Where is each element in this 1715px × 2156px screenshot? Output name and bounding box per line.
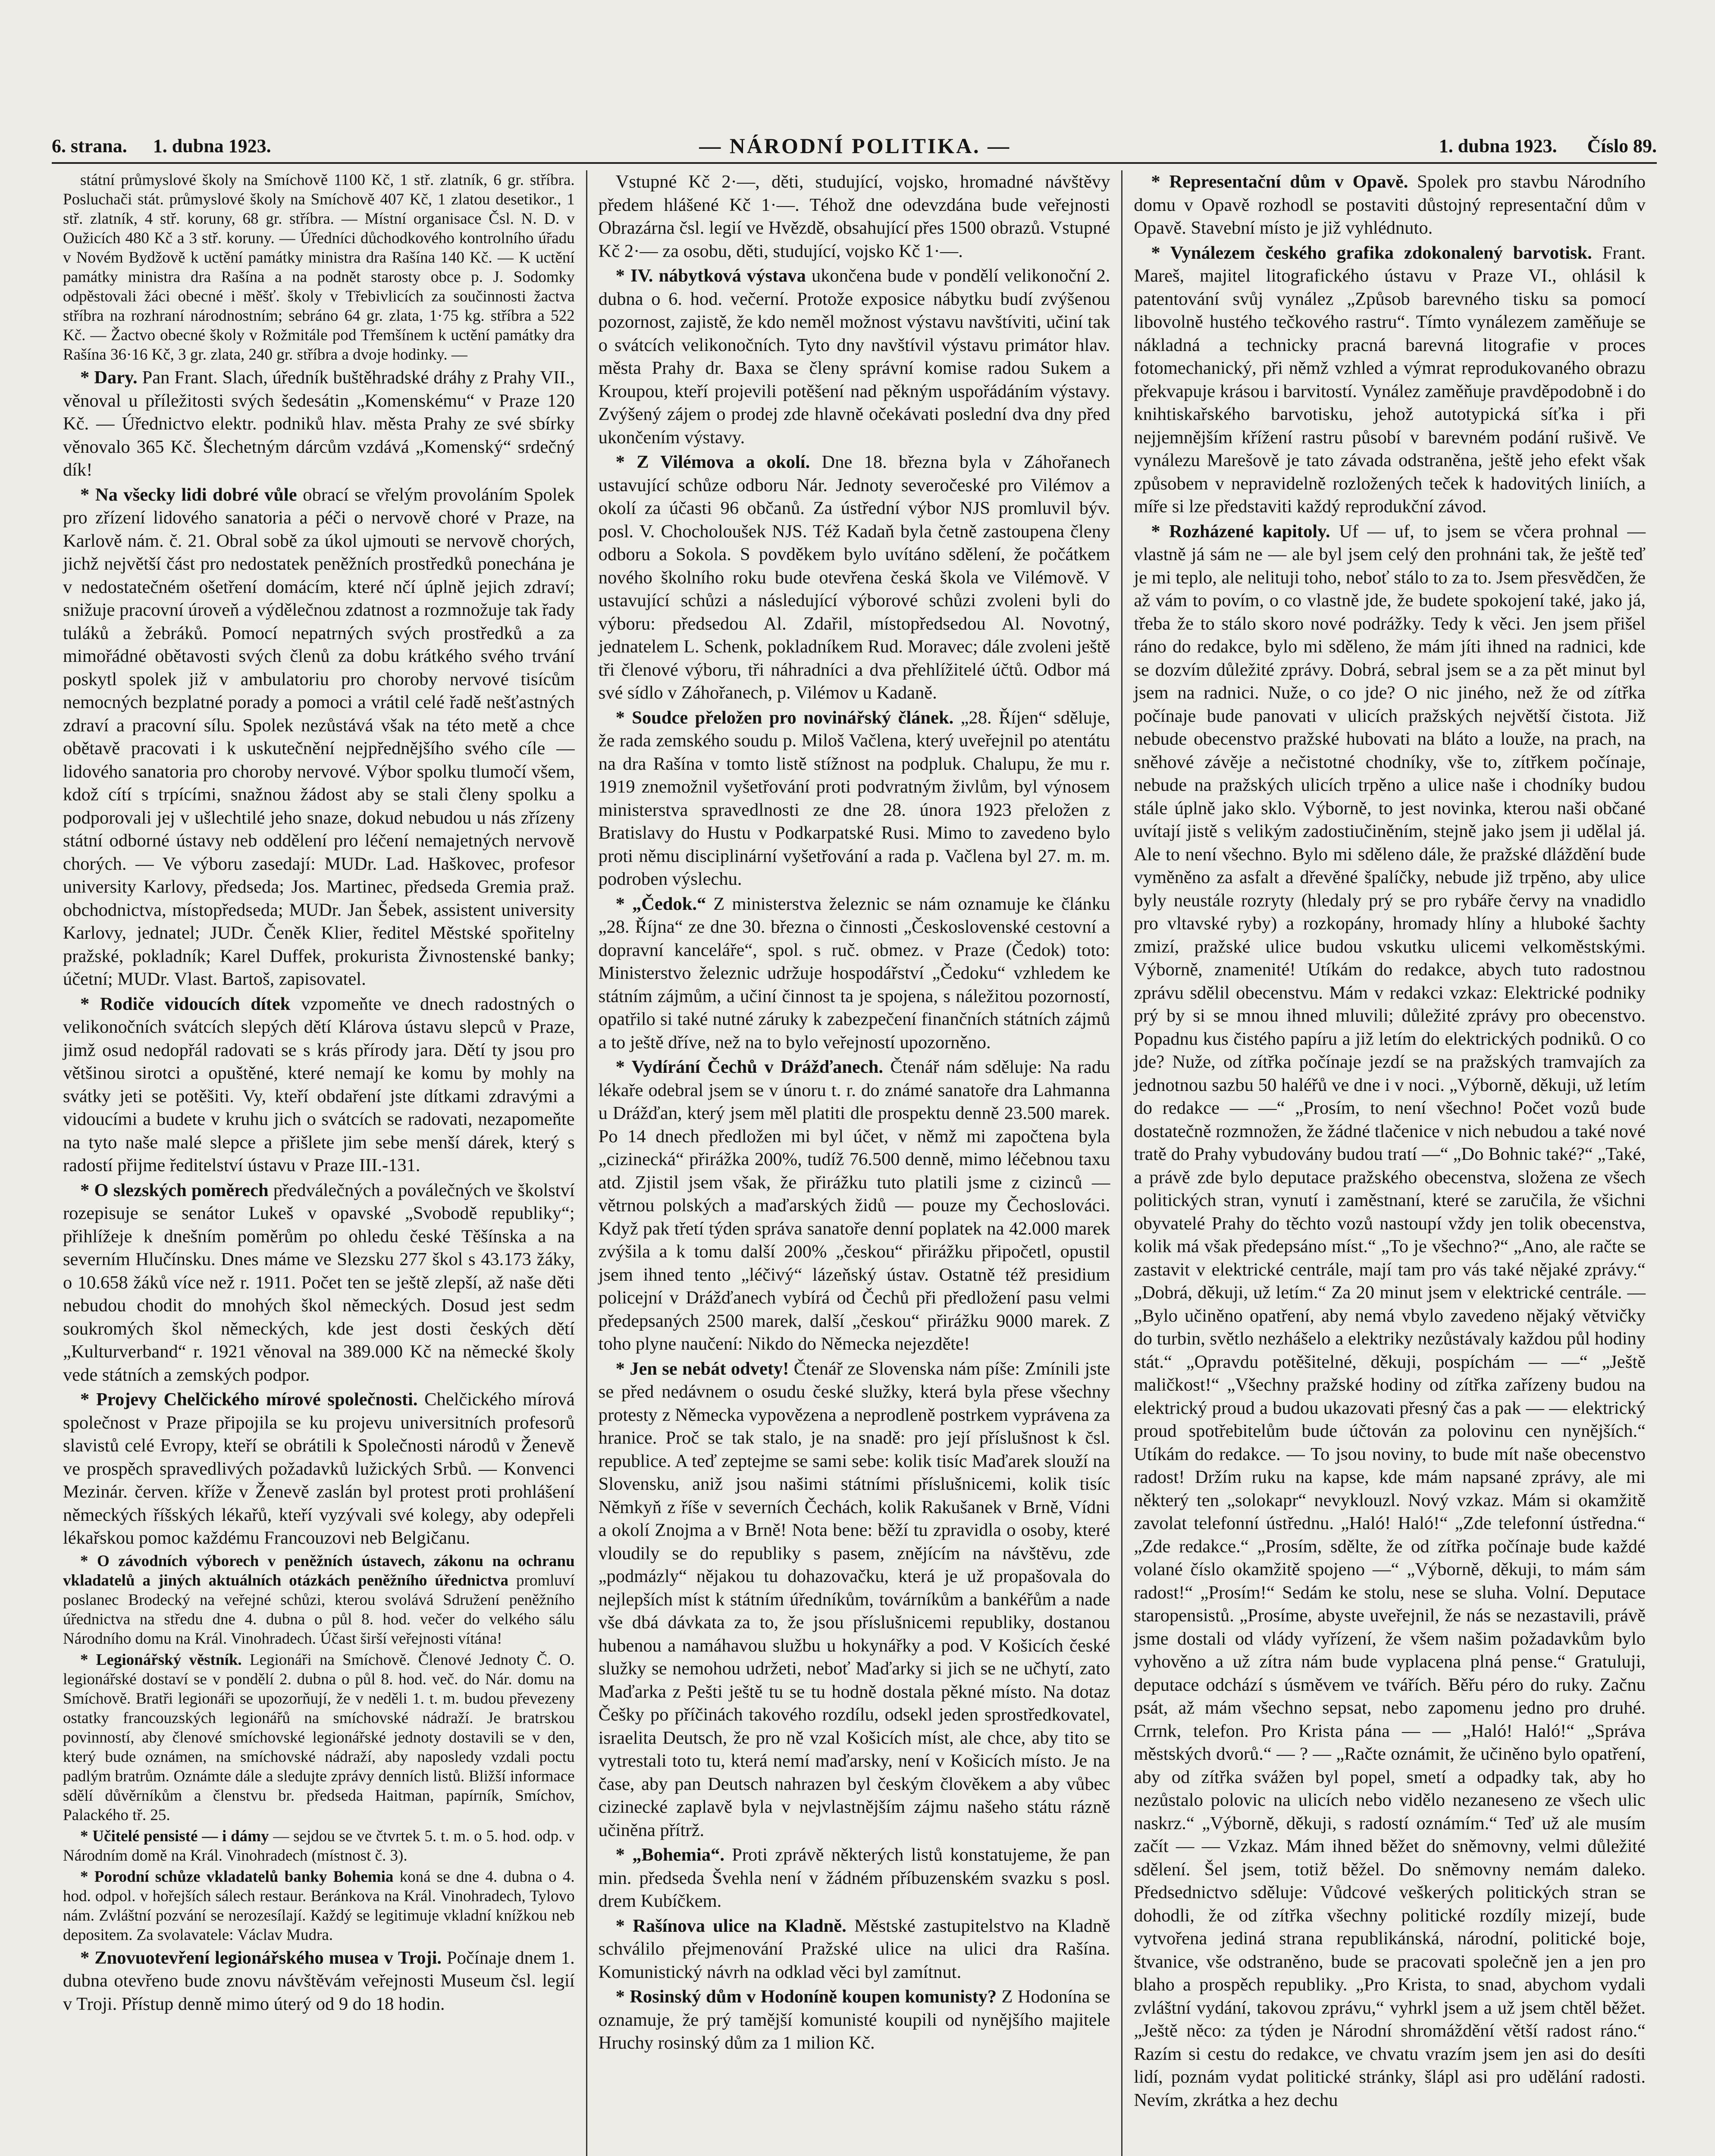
article-text: obrací se vřelým provoláním Spolek pro zřízení lidového sanatoria a péči o nervově choré v Praze, na Karlově nám. č. 21. Obral sobě za úkol ujmouti se nervově chorých, jichž největší část pro nedostatek peněžních prostředků ponechána je v nedostatečném ošetření domácím, které nčí úplně jejich zdraví; snižuje pracovní úroveň a výdělečnou zdatnost a rozmnožuje tak řady tuláků a žebráků. Pomocí nepatrných svých prostředků a za mimořádné obětavosti svých členů za dobu krátkého svého trvání poskytl spolek již v ambulatoriu pro choroby nervové tisícům nemocných bezplatné porady a pomoci a vrátil celé řadě nešťastných zdraví a pracovní sílu. Spolek nezůstává však na této metě a chce obětavě pracovati i k uskutečnění nejpřednějšího svého cíle — lidového sanatoria pro choroby nervové. Výbor spolku tlumočí všem, kdož cítí s trpícími, snažnou žádost aby se stali členy spolku a podporovali jej v ušlechtilé jeho snaze, dokud nebudou u nás zřízeny státní odborné ústavy neb oddělení pro léčení nemajetných nervově chorých. — Ve výboru zasedají: MUDr. Lad. Haškovec, profesor university Karlovy, předseda; Jos. Martinec, předseda Gremia praž. obchodnictva, místopředseda; MUDr. Jan Šebek, assistent university Karlovy, jednatel; JUDr. Čeněk Klier, ředitel Městské spořitelny pražské, pokladník; Karel Duffek, prokurista Živnostenské banky; účetní; MUDr. Vlast. Bartoš, zapisovatel.	[63, 484, 575, 989]
article-paragraph	[63, 483, 575, 991]
article-paragraph	[1134, 241, 1646, 518]
article-heading: * Jen se nebát odvety!	[615, 1358, 789, 1379]
article-paragraph	[63, 1551, 575, 1648]
article-text: promluví poslanec Brodecký na veřejné schůzi, kterou svolává Sdružení peněžního úřednictva na středu dne 4. dubna o půl 8. hod. večer do velkého sálu Národního domu na Král. Vinohradech. Účast širší veřejnosti vítána!	[63, 1571, 575, 1648]
article-text: Počínaje dnem 1. dubna otevřeno bude znovu návštěvám veřejnosti Museum čsl. legií v Troji. Přístup denně mimo úterý od 9 do 18 hodin.	[63, 1947, 575, 2014]
article-heading: * Vydírání Čechů v Drážďanech.	[615, 1057, 883, 1077]
article-heading: * Znovuotevření legionářského musea v Troji.	[80, 1947, 442, 1968]
article-paragraph	[599, 1843, 1110, 1913]
article-paragraph	[63, 366, 575, 482]
article-paragraph	[599, 451, 1110, 705]
issue-number: Číslo 89.	[1587, 135, 1657, 157]
article-heading: * „Bohemia“.	[615, 1845, 724, 1865]
article-paragraph	[599, 1357, 1110, 1842]
article-paragraph	[599, 1985, 1110, 2055]
article-paragraph	[63, 993, 575, 1177]
article-heading: * Projevy Chelčického mírové společnosti.	[80, 1389, 418, 1410]
column-1	[52, 170, 586, 2156]
article-paragraph	[63, 1946, 575, 2016]
article-text: Vstupné Kč 2·—, děti, studující, vojsko, hromadné návštěvy předem hlášené Kč 1·—. Téhož dne odevzdána bude veřejnosti Obrazárna čsl. legií ve Hvězdě, obsahující přes 1500 obrazů. Vstupné Kč 2·— za osobu, děti, studující, vojsko Kč 1·—.	[598, 172, 1110, 261]
column-2	[586, 170, 1122, 2156]
article-heading: * Rozházené kapitoly.	[1151, 521, 1330, 542]
article-text: — sejdou se ve čtvrtek 5. t. m. o 5. hod. odp. v Národním domě na Král. Vinohradech (místnost č. 3).	[63, 1827, 575, 1865]
article-text: Z ministerstva železnic se nám oznamuje ke článku „28. Října“ ze dne 30. března o činnosti „Československé cestovní a dopravní kanceláře“, spol. s ruč. obmez. v Praze (Čedok) toto: Ministerstvo železnic udržuje hospodářství „Čedoku“ vzhledem ke státním zájmům, a učiní činnost ta je spojena, s náležitou pozorností, opatřilo si také nutné záruky k zabezpečení finančních státních zájmů a to ještě dříve, než na to bylo veřejností upozorněno.	[598, 893, 1110, 1053]
article-paragraph	[599, 893, 1110, 1054]
article-text: Dne 18. března byla v Záhořanech ustavující schůze odboru Nár. Jednoty severočeské pro Vilémov a okolí za účasti 96 občanů. Za ústřední výbor NJS promluvil býv. posl. V. Chocholoušek NJS. Též Kadaň byla četně zastoupena členy odboru a Sokola. S povděkem bylo uvítáno sdělení, že počátkem nového školního roku bude otevřena česká škola ve Vilémově. V ustavující schůzi a následující výborové schůzi zvoleni byli do výboru: předsedou Al. Zdařil, místopředsedou Al. Novotný, jednatelem L. Schenk, pokladníkem Rud. Moravec; dále zvoleni ještě tři členové výboru, tři náhradníci a dva přehlížitelé účtů. Odbor má své sídlo v Záhořanech, p. Vilémov u Kadaně.	[598, 452, 1110, 703]
article-text: vzpomeňte ve dnech radostných o velikonočních svátcích slepých dětí Klárova ústavu slepců v Praze, jimž osud nedopřál radovati se s krás přírody jara. Dětí ty jsou pro většinou sirotci a opuštěné, které nemají ke komu by mohly na svátky jeti se potěšiti. Vy, kteří obdaření jste dítkami zdravými a vidoucími a budete v kruhu jich o svátcích se radovati, nezapomeňte na tyto naše malé slepce a přišlete jim sebe menší dárek, který s radostí přijme ředitelství ústavu v Praze III.-131.	[63, 993, 575, 1175]
article-heading: * Rodiče vidoucích dítek	[80, 993, 291, 1014]
article-paragraph	[63, 1827, 575, 1865]
article-heading: * „Čedok.“	[615, 893, 706, 914]
article-heading: * Vynálezem českého grafika zdokonalený barvotisk.	[1151, 242, 1592, 263]
page-header	[52, 129, 1657, 164]
article-paragraph	[63, 170, 575, 364]
article-heading: * Representační dům v Opavě.	[1151, 172, 1408, 192]
newspaper-title: — NÁRODNÍ POLITIKA. —	[699, 134, 1011, 158]
article-text: Legionáři na Smíchově. Členové Jednoty Č. O. legionářské dostaví se v pondělí 2. dubna o půl 8. hod. več. do Nár. domu na Smíchově. Bratři legionáři se upozorňují, že v neděli 1. t. m. budou převezeny ostatky francouzských legionářů na smíchovské nádraží. Je bratrskou povinností, aby členové smíchovské legionářské jednoty dostavili se v den, který bude oznámen, na smíchovské nádraží, aby naposledy vzdali poctu padlým bratrům. Oznámte dále a sledujte zprávy denních listů. Bližší informace sdělí důvěrníkům a členstvu br. předseda Haitman, papírník, Smíchov, Palackého tř. 25.	[63, 1651, 575, 1824]
article-columns	[52, 170, 1657, 2156]
article-heading: * Učitelé pensisté — i dámy	[80, 1827, 269, 1845]
article-heading: * Na všecky lidi dobré vůle	[80, 484, 297, 505]
article-paragraph	[599, 170, 1110, 263]
article-text: Z Hodonína se oznamuje, že prý tamější komunisté koupili od nynějšího majitele Hruchy rosinský dům za 1 milion Kč.	[598, 1987, 1110, 2053]
article-paragraph	[599, 264, 1110, 449]
article-paragraph	[63, 1867, 575, 1945]
article-text: státní průmyslové školy na Smíchově 1100 Kč, 1 stř. zlatník, 6 gr. stříbra. Posluchači stát. průmyslové školy na Smíchově 407 Kč, 1 zlatou desetikor., 1 stř. zlatník, 4 stř. koruny, 68 gr. stříbra. — Místní organisace Čsl. N. D. v Oužicích 480 Kč a 3 stř. koruny. — Úředníci důchodkového kontrolního úřadu v Novém Bydžově k uctění památky ministra dra Rašína 140 Kč. — K uctění památky ministra dra Rašína a na podnět starosty obce p. J. Sodomky odpěstovali žáci obecné i měšť. školy v Třebivlicích za součinnosti žactva stříbra na rozhraní národnostním; sebráno 64 gr. zlata, 1·75 kg. stříbra a 522 Kč. — Žactvo obecné školy v Rožmitále pod Třemšínem k uctění památky dra Rašína 36·16 Kč, 3 gr. zlata, 240 gr. stříbra a dvoje hodinky. —	[63, 171, 575, 364]
article-heading: * Rašínova ulice na Kladně.	[615, 1915, 847, 1936]
article-heading: * Legionářský věstník.	[80, 1651, 242, 1669]
date-left: 1. dubna 1923.	[153, 135, 271, 157]
article-text: předválečných a poválečných ve školství rozepisuje se senátor Lukeš v opavské „Svobodě republiky“; přihlížeje k dnešním poměrům po ohledu české Těšínska a na severním Hlučínsku. Dnes máme ve Slezsku 277 škol s 43.173 žáky, o 10.658 žáků více než r. 1911. Počet ten se ještě zlepší, až naše děti nebudou chodit do mnohých škol německých. Dosud jest sedm soukromých škol německých, kde jest dosti českých dětí „Kulturverband“ r. 1921 věnoval na 389.000 Kč na německé školy vede státních a zemských podpor.	[63, 1180, 575, 1385]
article-paragraph	[63, 1388, 575, 1550]
article-text: Proti zprávě některých listů konstatujeme, že pan min. předseda Švehla není v žádném příbuzenském svazku s posl. drem Kubíčkem.	[598, 1845, 1110, 1911]
article-text: ukončena bude v pondělí velikonoční 2. dubna o 6. hod. večerní. Protože exposice nábytku budí zvýšenou pozornost, zajistě, že kdo neměl možnost výstavu navštíviti, učiní tak o svátcích velikonočních. Tyto dny navštívil výstavu primátor hlav. města Prahy dr. Baxa se členy správní komise radou Sukem a Kroupou, kteří projevili potěšení nad pěkným uspořádáním výstavy. Zvýšený zájem o prodej zde hlavně očekávati poslední dva dny před ukončením výstavy.	[598, 266, 1110, 448]
article-paragraph	[63, 1650, 575, 1825]
article-text: Čtenář ze Slovenska nám píše: Zmínili jste se před nedávnem o osudu české služky, která byla přese všechny protesty z Německa vypovězena a neprodleně postrkem vyprávena za hranice. Proč se tak stalo, je na snadě: pro její příslušnost k čsl. republice. A teď zeptejme se sami sebe: kolik tisíc Maďarek slouží na Slovensku, aniž jsou našimi státními příslušnicemi, kolik tisíc Němkyň z říše v severních Čechách, kolik Rakušanek v Brně, Vídni a okolí Znojma a v Brně! Nota bene: běží tu zpravidla o osoby, které vloudily se do republiky s pasem, znějícím na návštěvu, zde „podmázly“ nějakou tu dohazovačku, která je už propašovala do nejlepších míst k státním úředníkům, továrníkům a bankéřům a nade vše dbá dávkata za to, že jsou příslušnicemi republiky, dostanou hubenou a namáhavou službu u hokynářky a pod. V Košicích české služky se nemohou udržeti, neboť Maďarky si jich se ne učhytí, zato Maďarka z Pešti ještě tu se tu hodně dostala pěkné místo. Na dotaz Češky po příčinách takového rozdílu, odsekl jeden sprostředkovatel, israelita Deutsch, že pro ně vzal Košicích míst, ale chce, aby tito se vytrestali toto tu, která nemí maďarsky, není v Košicích místo. Je na čase, aby pan Deutsch nahrazen byl českým člověkem a aby vůbec cizinecké zaplavě byla v nejvlastnějším zájmu našeho státu rázně učiněna přítrž.	[598, 1358, 1110, 1840]
article-text: Uf — uf, to jsem se včera prohnal — vlastně já sám ne — ale byl jsem celý den prohnáni tak, že ještě teď je mi teplo, ale nelituji toho, neboť stálo to za to. Jsem přesvědčen, že až vám to povím, o co vlastně jde, že budete spokojení také, jako já, třeba že to stálo skoro nové podrážky. Tedy k věci. Jen jsem přišel ráno do redakce, bylo mi sděleno, že mám jíti ihned na radnici, kde se dozvím důležité zprávy. Dobrá, sebral jsem se a za pět minut byl jsem na radnici. Nuže, o co jde? O nic jiného, než že od zítřka počínaje bude panovati v ulicích pražských největší čistota. Již nebude obecenstvo pražské hubovati na bláto a louže, na prach, na sněhové závěje a nečistotné chodníky, vše to, zítřkem počínaje, nebude na pražských ulicích trpěno a ulice naše i chodníky budou stále úplně jako sklo. Výborně, to jest novinka, kterou naši občané uvítají jistě s velikým zadostiučiněním, stejně jako jsem ji udělal já. Ale to není všechno. Bylo mi sděleno dále, že pražské dláždění bude vyměněno za asfalt a dřevěné špalíčky, nebude již trpěno, aby ulice byly neustále rozryty (hledaly prý se pro rybáře červy na vnadidlo pro vltavské ryby) a rozkopány, hromady hlíny a hluboké šachty zmizí, pražské ulice budou vskutku ulicemi velkoměstskými. Výborně, znamenité! Utíkám do redakce, abych tuto radostnou zprávu sdělil obecenstvu. Mám v redakci vzkaz: Elektrické podniky prý by si se mnou ihned mluvili; důležité zprávy pro obecenstvo. Popadnu kus čistého papíru a již letím do elektrických podniků. O co jde? Nuže, od zítřka počínaje jezdí se na pražských tramvajích za jednotnou sazbu 50 haléřů ve dne i v noci. „Výborně, děkuji, už letím do redakce — —“ „Prosím, to není všechno! Počet vozů bude dostatečně rozmnožen, že žádné tlačenice v nich nebudou a také nové tratě do Prahy vybudovány budou tratí —“ „Do Bohnic také?“ „Také, a právě zde bylo deputace pražského obecenstva, složena ze všech politických stran, vynutí i zaměstnaní, které se zaručila, že všichni obyvatelé Prahy do těchto vozů nastoupí vždy jen tolik obecenstva, kolik má však předepsáno míst.“ „To je všechno?“ „Ano, ale račte se zastavit v elektrické centrále, mají tam pro vás také nějaké zprávy.“ „Dobrá, děkuji, už letím.“ Za 20 minut jsem v elektrické centrále. — „Bylo učiněno opatření, aby nemá vbylo zavedeno nějaký větvičky do turbin, světlo nezhášelo a elektriky nezůstávaly každou půl hodiny stát.“ „Opravdu potěšitelné, děkuji, pospíchám — —“ „Ještě maličkost!“ „Všechny pražské hodiny od zítřka zařízeny budou na elektrický proud a budou ukazovati přesný čas a pak — — elektrický proud spotřebitelům bude účtován za polovinu cen nynějších.“ Utíkám do redakce. — To jsou noviny, to bude mít naše obecenstvo radost! Držím ruku na kapse, kde mám napsané zprávy, ale mi některý ten „solokapr“ nevyklouzl. Nový vzkaz. Mám si okamžitě zavolat telefonní ústřednu. „Haló! Haló!“ „Zde telefonní ústředna.“ „Zde redakce.“ „Prosím, sdělte, že od zítřka počínaje bude každé volané číslo okamžitě spojeno —“ „Výborně, děkuji, to mám sám radost!“ „Prosím!“ Sedám ke stolu, nese se sluha. Volní. Deputace staropensistů. „Prosíme, abyste uveřejnil, že nás se nezastavili, právě jsme dostali od vlády vyřízení, že všem našim požadavkům bylo vyhověno a už zítra nám bude vyplacena plná pense.“ Gratuluji, deputace odchází s úsměvem ve tvářích. Běřu péro do ruky. Začnu psát, až mám všechno sepsat, nebo zapomenu jedno pro druhé. Crrnk, telefon. Pro Krista pána — — „Haló! Haló!“ „Správa městských dvorů.“ — ? — „Račte oznámit, že učiněno bylo opatření, aby od zítřka svážen byl popel, smetí a odpadky tak, aby ho nezůstalo polovic na ulicích nebo vidělo nezaneseno ze všech ulic naskrz.“ „Výborně, děkuji, s radostí oznámím.“ Teď už ale musím začít — — Vzkaz. Mám ihned běžet do sněmovny, velmi důležité sdělení. Šel jsem, totiž běžel. Do sněmovny nemám daleko. Předsednictvo sděluje: Vůdcové veškerých politických stran se dohodli, že od zítřka všechny politické rozdíly mizejí, bude vytvořena jediná strana republikánská, národní, politické boje, štvanice, vše odstraněno, bude se pracovati společně jen a jen pro blaho a prospěch republiky. „Pro Krista, to snad, abychom vydali zvláštní vydání, takovou zprávu,“ vyhrkl jsem a už jsem chtěl běžet. „Ještě něco: za týden je Národní shromáždění větší radost ráno.“ Razím si cestu do redakce, ve chvatu vrazím jsem jen asi do desíti lidí, poznám vydat politické stránky, šlápl asi pro udělání radosti. Nevím, zkrátka a hez dechu	[1134, 521, 1646, 2110]
article-text: „28. Říjen“ sděluje, že rada zemského soudu p. Miloš Vačlena, který uveřejnil po atentátu na dra Rašína v tomto listě stížnost na podpluk. Chalupu, že mu r. 1919 znemožnil vyšetřování proti podvratným živlům, byl výnosem ministerstva spravedlnosti ze dne 28. února 1923 přeložen z Bratislavy do Hustu v Podkarpatské Rusi. Mimo to zavedeno bylo proti němu disciplinární vyšetřování a rada p. Vačlena byl 27. m. m. podroben výslechu.	[598, 707, 1110, 889]
article-paragraph	[1134, 170, 1646, 240]
header-right	[1439, 135, 1657, 157]
article-text: koná se dne 4. dubna o 4. hod. odpol. v hořejších sálech restaur. Beránkova na Král. Vinohradech, Tylovo nám. Zvláštní pozvání se nerozesílají. Každý se legitimuje vkladní knížkou neb depositem. Za svolavatele: Václav Mudra.	[63, 1868, 575, 1944]
article-heading: * Porodní schůze vkladatelů banky Bohemia	[80, 1868, 394, 1886]
article-heading: * IV. nábytková výstava	[615, 266, 806, 286]
article-paragraph	[63, 1179, 575, 1387]
article-heading: * Z Vilémova a okolí.	[615, 452, 810, 472]
article-text: Čtenář nám sděluje: Na radu lékaře odebral jsem se v únoru t. r. do známé sanatoře dra Lahmanna u Drážďan, který jsem měl platiti dle prospektu denně 23.500 marek. Po 14 dnech předložen mi byl účet, v němž mi započtena byla „cizinecká“ přirážka 200%, tudíž 76.500 denně, mimo léčebnou taxu atd. Zjistil jsem však, že přirážku tuto platili jsme z cizinců — větrnou polských a maďarských židů — pouze my Čechoslováci. Když pak třetí týden správa sanatoře denní poplatek na 42.000 marek zvýšila a k tomu další 200% „českou“ přirážku připočetl, opustil jsem ihned tento „léčivý“ lázeňský ústav. Ostatně též presidium policejní v Drážďanech vybírá od Čechů při předložení pasu velmi předepsaných 2500 marek, další „českou“ přirážku 9000 marek. Z toho plyne naučení: Nikdo do Německa nejezděte!	[598, 1057, 1110, 1354]
page-number: 6. strana.	[52, 135, 127, 157]
article-paragraph	[599, 706, 1110, 891]
column-3	[1121, 170, 1657, 2156]
article-heading: * Dary.	[80, 367, 138, 388]
article-paragraph	[1134, 520, 1646, 2112]
header-left	[52, 135, 271, 157]
article-paragraph	[599, 1056, 1110, 1356]
article-text: Pan Frant. Slach, úředník buštěhradské dráhy z Prahy VII., věnoval u příležitosti svých šedesátin „Komenskému“ v Praze 120 Kč. — Úřednictvo elektr. podniků hlav. města Prahy ze své sbírky věnovalo 365 Kč. Šlechetným dárcům vzdává „Komenský“ srdečný dík!	[63, 367, 575, 480]
article-text: Chelčického mírová společnost v Praze připojila se ku projevu universitních profesorů slavistů celé Evropy, kteří se obrátili k Společnosti národů v Ženevě ve prospěch spravedlivých požadavků lužických Srbů. — Konvenci Mezinár. červen. kříže v Ženevě zaslán byl protest proti prohlášení německých říšských lékařů, kteří vyzývali své kolegy, aby odepřeli lékařskou pomoc každému Francouzovi neb Belgičanu.	[63, 1389, 575, 1548]
article-heading: * Soudce přeložen pro novinářský článek.	[615, 707, 954, 728]
article-heading: * O závodních výborech v peněžních ústavech, zákonu na ochranu vkladatelů a jiných aktuálních otázkách peněžního úřednictva	[63, 1552, 575, 1589]
article-text: Městské zastupitelstvo na Kladně schválilo přejmenování Pražské ulice na ulici dra Rašína. Komunistický návrh na odklad věci byl zamítnut.	[598, 1915, 1110, 1982]
article-heading: * O slezských poměrech	[80, 1180, 269, 1200]
date-right: 1. dubna 1923.	[1439, 135, 1557, 157]
article-text: Frant. Mareš, majitel litografického ústavu v Praze VI., ohlásil k patentování svůj vynález „Způsob barevného tisku sa pomocí libovolně hustého tečkového rastru“. Tímto vynálezem zaměňuje se nákladná a technicky pracná barevná litografie v proces fotomechanický, při němž vzhled a výmrat reprodukovaného obrazu překvapuje krásou i barvitostí. Vynález zaměňuje pravděpodobně i do knihtiskařského barvotisku, jehož autotypická síťka i při nejjemnějším křížení rastru působí v barevném podání rušivě. Ve vynálezu Marešově je tato závada odstraněna, ještě jeho efekt však způsobem v nepravidelně rozložených teček k hadovitých liniích, a míře si lze představiti každý reprodukční závod.	[1134, 242, 1646, 517]
article-heading: * Rosinský dům v Hodoníně koupen komunisty?	[615, 1987, 997, 2007]
article-text: Spolek pro stavbu Národního domu v Opavě rozhodl se postaviti důstojný representační dům v Opavě. Stavební místo je již vyhlédnuto.	[1134, 172, 1646, 238]
article-paragraph	[599, 1915, 1110, 1984]
